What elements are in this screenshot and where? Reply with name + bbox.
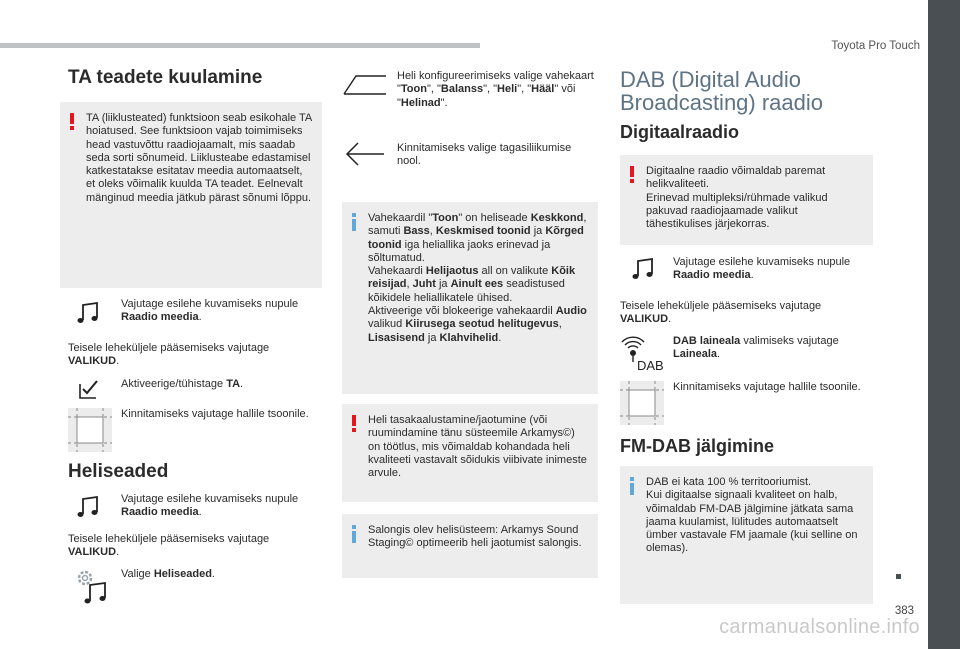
side-tab-strip — [928, 0, 960, 649]
music-note-icon — [75, 494, 101, 520]
digital-radio-title: Digitaalraadio — [620, 122, 740, 142]
page-number: 383 — [894, 605, 914, 617]
digital-step-band: DAB laineala valimiseks vajutage Laineala. — [673, 335, 839, 361]
ta-section-title: TA teadete kuulamine — [68, 67, 263, 88]
ta-step-options: Teisele leheküljele pääsemiseks vajutage VALIKUD. — [68, 342, 270, 368]
sound-section-title: Heliseaded — [68, 461, 169, 482]
grey-zone-icon — [68, 408, 112, 452]
fm-dab-info-box — [620, 466, 873, 604]
warning-icon — [352, 415, 356, 431]
warning-icon — [70, 113, 74, 129]
watermark: carmanualsonline.info — [719, 616, 920, 638]
sound-tabs-text: Heli konfigureerimiseks valige vahekaart "Toon", "Balanss", "Heli", "Hääl" või "Helinad". — [397, 70, 594, 109]
ta-step-radio-media: Vajutage esilehe kuvamiseks nupule Raadio meedia. — [121, 298, 299, 324]
ta-step-toggle: Aktiveerige/tühistage TA. — [121, 378, 244, 390]
arkamys-info-box — [342, 514, 598, 578]
digital-step-options: Teisele leheküljele pääsemiseks vajutage VALIKUD. — [620, 300, 822, 326]
back-arrow-text: Kinnitamiseks valige tagasiliikumise nool. — [397, 142, 572, 168]
music-note-icon — [630, 256, 656, 282]
info-icon — [630, 477, 634, 495]
digital-radio-warning-text: Digitaalne raadio võimaldab paremat helikvaliteeti. Erinevad multipleksi/rühmade valikud pakuvad raadiojaamade valikut tähestikulises järjekorras. — [646, 165, 828, 231]
ta-warning-text: TA (liiklusteated) funktsioon seab esikohale TA hoiatused. See funktsioon vajab toimimiseks head vastuvõttu raadiojaamalt, mis saadab seda sorti sõnumeid. Liiklusteabe edastamisel katkestatakse esitatav meedia automaatselt, et oleks võimalik kuulda TA teadet. Eelnevalt mänginud meedia jätkub pärast sõnumi lõppu. — [86, 112, 312, 204]
balance-warning-text: Heli tasakaalustamine/jaotumine (või ruumindamine tänu süsteemile Arkamys©) on töötlus, mis võimaldab kohandada heli kvaliteeti vastavalt sõidukis viibivate inimeste arvule. — [368, 414, 587, 480]
sound-step-options: Teisele leheküljele pääsemiseks vajutage VALIKUD. — [68, 533, 270, 559]
fm-dab-title: FM-DAB jälgimine — [620, 436, 775, 456]
back-arrow-icon — [344, 140, 386, 168]
dab-section-title: DAB (Digital Audio Broadcasting) raadio — [620, 67, 824, 115]
sound-info-box — [342, 202, 598, 394]
sound-step-radio-media: Vajutage esilehe kuvamiseks nupule Raadio meedia. — [121, 493, 299, 519]
digital-radio-warning-box — [620, 155, 873, 245]
info-icon — [352, 213, 356, 231]
balance-warning-box — [342, 404, 598, 502]
tab-selector-icon — [342, 72, 388, 98]
info-icon — [352, 525, 356, 543]
digital-step-radio-media: Vajutage esilehe kuvamiseks nupule Raadio meedia. — [673, 256, 851, 282]
warning-icon — [630, 166, 634, 182]
ta-warning-box — [60, 102, 322, 288]
dab-icon-label: DAB — [637, 358, 664, 373]
grey-zone-icon — [620, 381, 664, 425]
page-marker — [896, 574, 901, 579]
sound-info-text: Vahekaardil "Toon" on heliseade Keskkond, samuti Bass, Keskmised toonid ja Kõrged toonid iga heliallika jaoks erinevad ja sõltumatud. Vahekaardi Helijaotus all on valikute Kõik reisijad, Juht ja Ainult ees seadistused kõikidele heliallikatele ühised. Aktiveerige või blokeerige vahekaardil Audio valikud Kiirusega seotud helitugevus, Lisasisend ja Klahvihelid. — [368, 212, 587, 344]
header-bar — [0, 43, 480, 48]
fm-dab-info-text: DAB ei kata 100 % territooriumist. Kui digitaalse signaali kvaliteet on halb, võimaldab FM-DAB jälgimine jätkata sama jaama kuulamist, lülitudes automaatselt ümber vastavale FM jaamale (kui selline on olemas). — [646, 476, 858, 555]
dab-icon — [620, 336, 664, 376]
digital-step-confirm: Kinnitamiseks vajutage hallile tsoonile. — [673, 381, 861, 393]
music-note-icon — [75, 300, 101, 326]
ta-step-confirm: Kinnitamiseks vajutage hallile tsoonile. — [121, 408, 309, 420]
header-title: Toyota Pro Touch — [831, 40, 920, 52]
checkbox-icon — [78, 378, 100, 400]
settings-music-icon — [75, 568, 109, 606]
sound-step-select: Valige Heliseaded. — [121, 568, 215, 580]
arkamys-info-text: Salongis olev helisüsteem: Arkamys Sound Staging© optimeerib heli jaotumist salongis. — [368, 524, 582, 550]
